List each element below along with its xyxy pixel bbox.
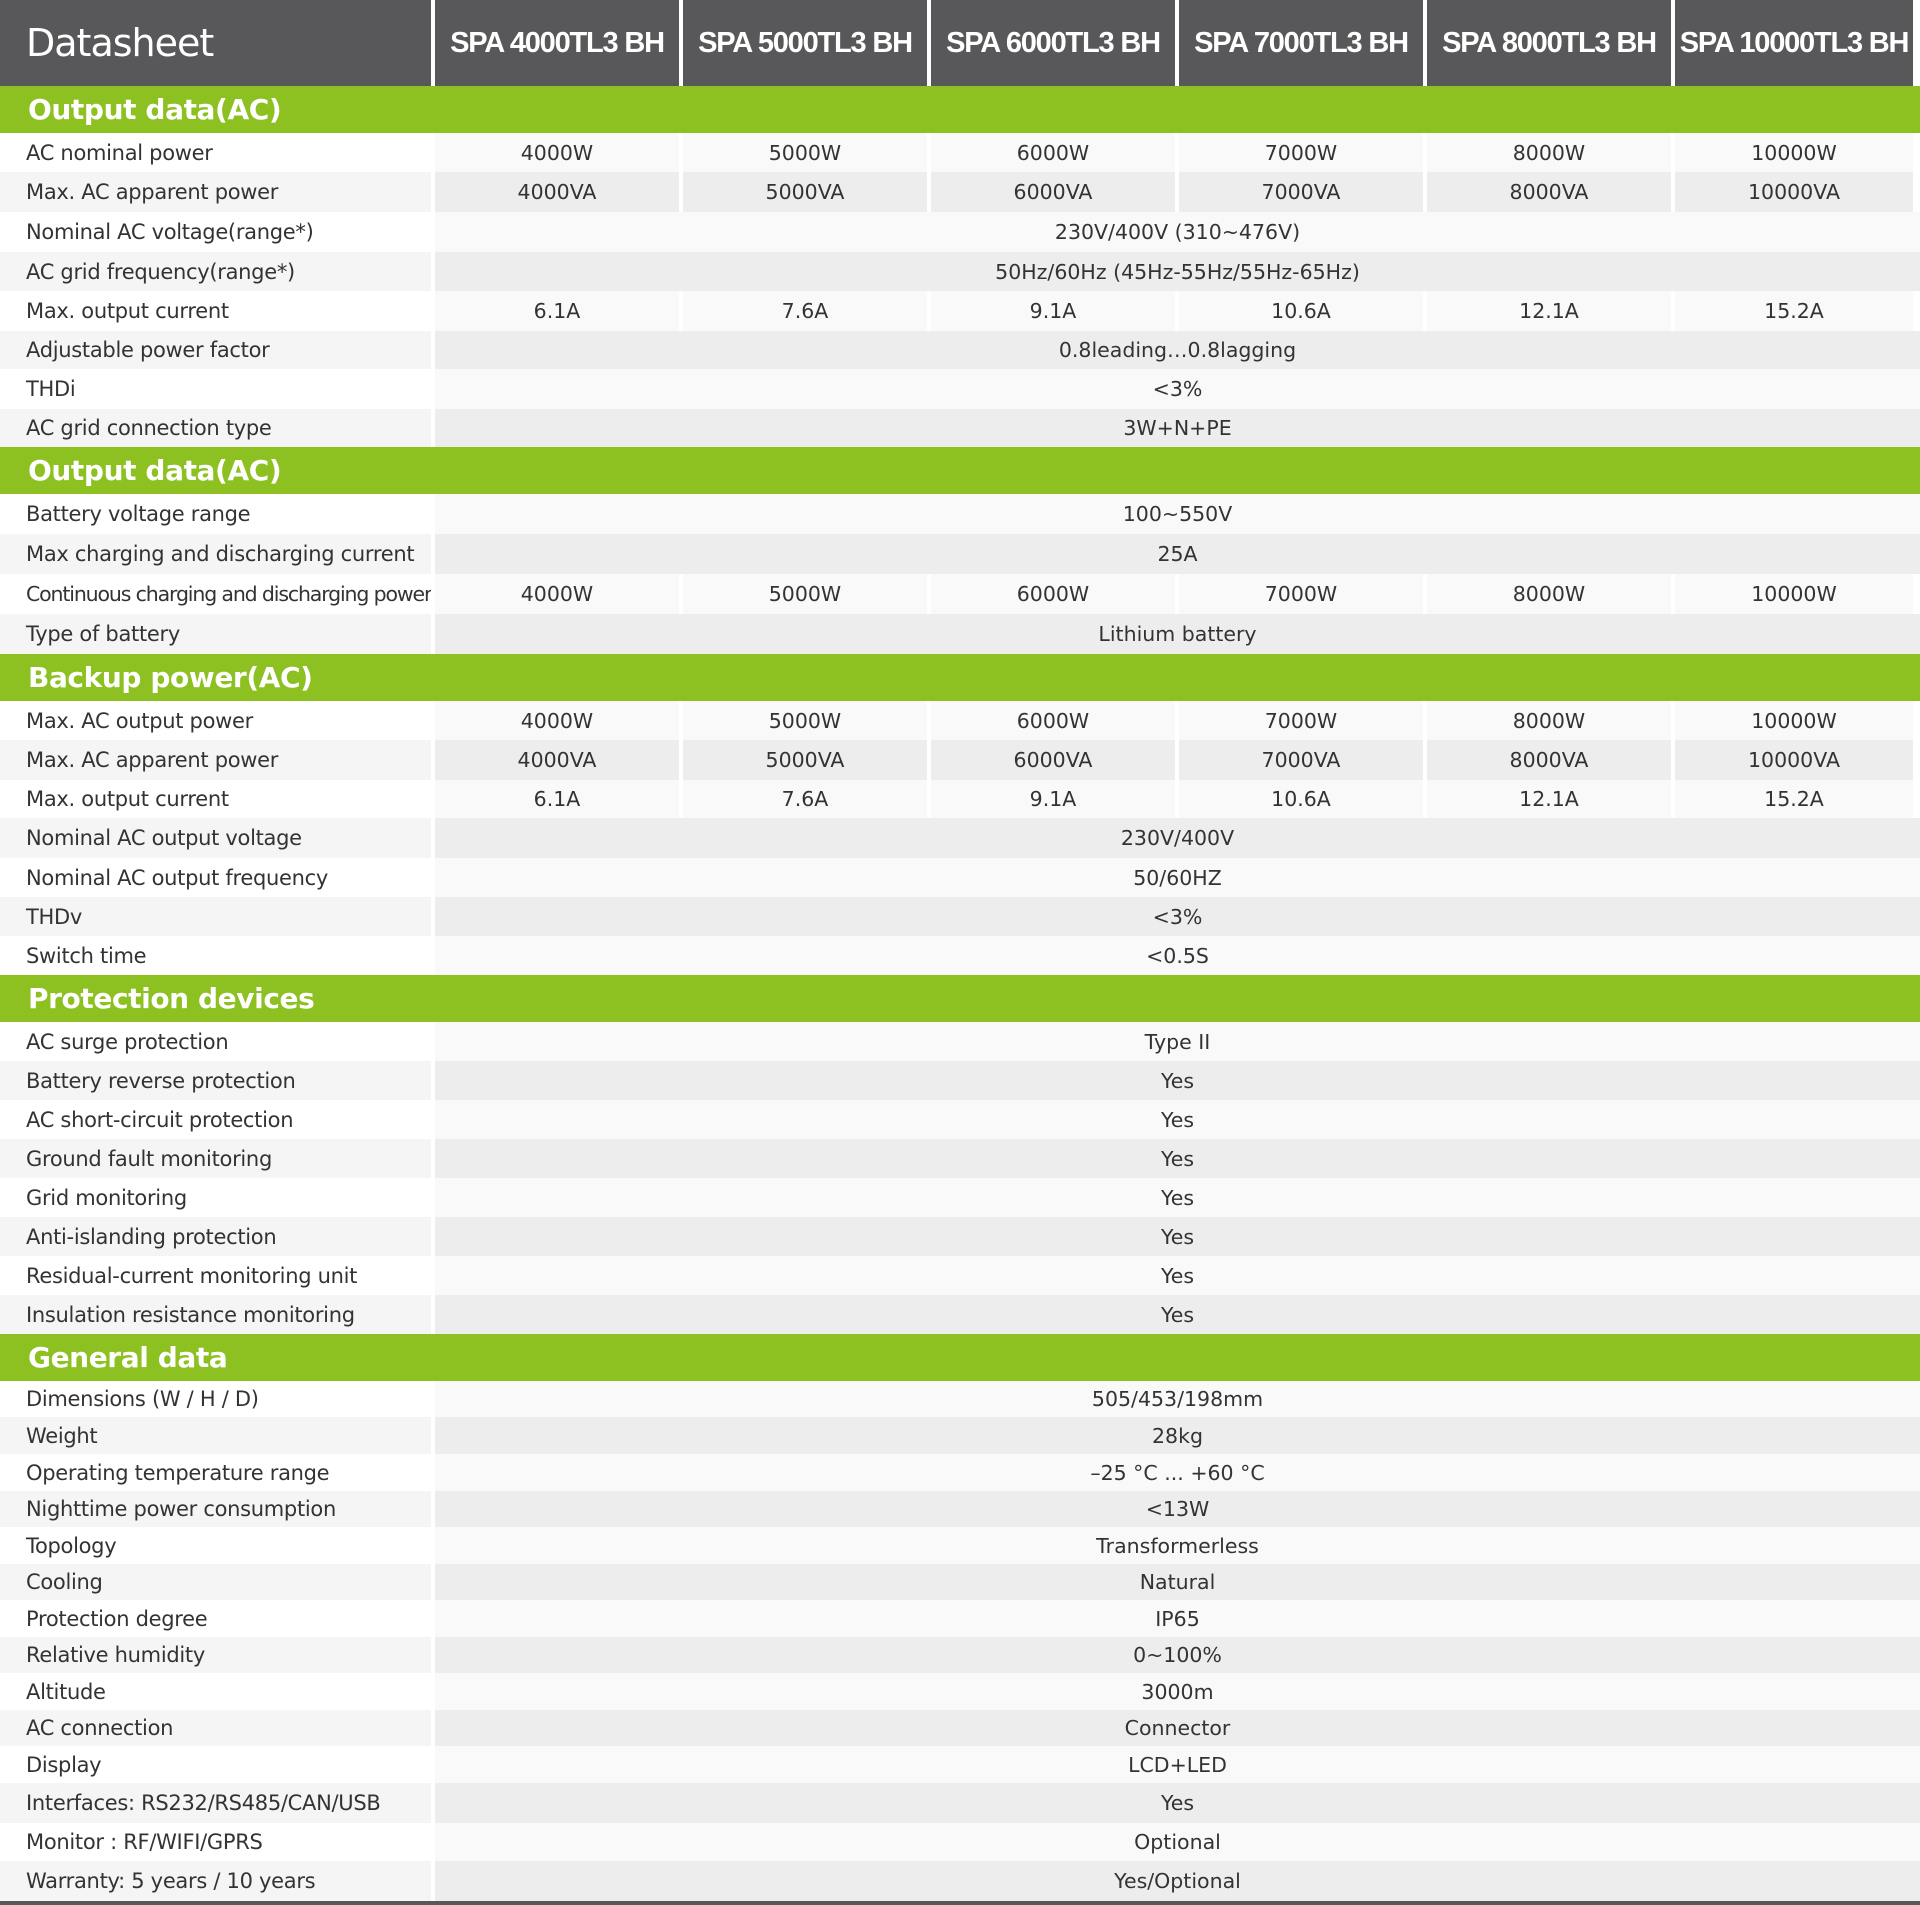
table-row [0,291,1920,331]
cell-value: 7000VA [1179,740,1423,780]
row-label: Cooling [0,1564,431,1600]
table-row [0,1564,1920,1600]
row-label: Insulation resistance monitoring [0,1295,431,1334]
cell-value: 8000W [1427,701,1671,740]
cell-value: 5000VA [683,740,927,780]
cell-value: 5000W [683,133,927,172]
cell-value: 9.1A [931,291,1175,331]
table-row [0,1454,1920,1491]
row-label: Nominal AC voltage(range*) [0,212,431,252]
cell-value: 7.6A [683,291,927,331]
row-label: Type of battery [0,614,431,654]
table-row [0,369,1920,409]
table-row [0,1637,1920,1673]
row-label: Warranty: 5 years / 10 years [0,1861,431,1901]
cell-value: 5000W [683,574,927,614]
table-row [0,1710,1920,1746]
cell-value-span: LCD+LED [435,1746,1920,1783]
cell-value-span: 3000m [435,1673,1920,1710]
table-row [0,1256,1920,1295]
cell-value-span: 0~100% [435,1637,1920,1673]
row-label: Weight [0,1417,431,1454]
cell-value-span: Type II [435,1022,1920,1061]
cell-value: 8000W [1427,133,1671,172]
row-label: Monitor : RF/WIFI/GPRS [0,1823,431,1861]
row-label: AC surge protection [0,1022,431,1061]
cell-value: 6.1A [435,780,679,818]
cell-value: 4000W [435,701,679,740]
table-row [0,1178,1920,1217]
cell-value-span: <0.5S [435,936,1920,975]
table-row [0,1527,1920,1564]
row-label: Anti-islanding protection [0,1217,431,1256]
table-row [0,494,1920,534]
cell-value-span: IP65 [435,1600,1920,1637]
section-title-battery: Output data(AC) [0,447,1920,494]
cell-value-span: 230V/400V (310~476V) [435,212,1920,252]
row-label: THDv [0,897,431,936]
model-header: SPA 6000TL3 BH [931,0,1175,86]
row-label: Nighttime power consumption [0,1491,431,1527]
cell-value-span: 505/453/198mm [435,1381,1920,1417]
row-label: AC grid frequency(range*) [0,252,431,291]
cell-value-span: –25 °C ... +60 °C [435,1454,1920,1491]
cell-value: 6000VA [931,172,1175,212]
cell-value-span: 50Hz/60Hz (45Hz-55Hz/55Hz-65Hz) [435,252,1920,291]
table-row [0,331,1920,369]
cell-value: 6.1A [435,291,679,331]
cell-value: 7000W [1179,701,1423,740]
cell-value-span: Transformerless [435,1527,1920,1564]
cell-value-span: 25A [435,534,1920,574]
row-label: Nominal AC output frequency [0,858,431,897]
cell-value: 10.6A [1179,780,1423,818]
table-row [0,409,1920,447]
cell-value-span: Yes [435,1295,1920,1334]
table-row [0,1600,1920,1637]
cell-value: 10000W [1675,701,1913,740]
cell-value-span: 230V/400V [435,818,1920,858]
cell-value-span: <13W [435,1491,1920,1527]
section-title-output: Output data(AC) [0,86,1920,133]
row-label: Interfaces: RS232/RS485/CAN/USB [0,1783,431,1823]
row-label: Max. AC apparent power [0,740,431,780]
row-label: Display [0,1746,431,1783]
cell-value-span: Yes [435,1217,1920,1256]
model-header: SPA 7000TL3 BH [1179,0,1423,86]
cell-value-span: Yes [435,1061,1920,1100]
cell-value-span: Optional [435,1823,1920,1861]
table-row [0,252,1920,291]
cell-value: 8000VA [1427,172,1671,212]
cell-value: 4000VA [435,172,679,212]
table-row [0,1491,1920,1527]
cell-value: 12.1A [1427,780,1671,818]
table-row [0,1295,1920,1334]
table-row [0,936,1920,975]
row-label: Ground fault monitoring [0,1139,431,1178]
datasheet-title: Datasheet [0,0,431,86]
cell-value: 7000W [1179,133,1423,172]
model-header: SPA 5000TL3 BH [683,0,927,86]
table-row [0,133,1920,172]
table-row [0,614,1920,654]
table-row [0,780,1920,818]
table-row [0,1823,1920,1861]
row-label: Max. output current [0,780,431,818]
cell-value-span: Natural [435,1564,1920,1600]
table-row [0,740,1920,780]
cell-value: 5000VA [683,172,927,212]
cell-value: 10000VA [1675,740,1913,780]
cell-value: 10.6A [1179,291,1423,331]
table-row [0,1217,1920,1256]
row-label: Altitude [0,1673,431,1710]
table-row [0,1746,1920,1783]
cell-value-span: Yes [435,1139,1920,1178]
cell-value: 8000VA [1427,740,1671,780]
cell-value-span: Yes [435,1100,1920,1139]
cell-value: 8000W [1427,574,1671,614]
bottom-divider [0,1901,1920,1905]
header-row [0,0,1920,86]
row-label: Adjustable power factor [0,331,431,369]
table-row [0,701,1920,740]
table-row [0,1417,1920,1454]
row-label: THDi [0,369,431,409]
cell-value-span: Yes [435,1256,1920,1295]
cell-value-span: Yes/Optional [435,1861,1920,1901]
model-header: SPA 10000TL3 BH [1675,0,1913,86]
row-label: Max charging and discharging current [0,534,431,574]
table-row [0,1100,1920,1139]
table-row [0,1783,1920,1823]
cell-value: 6000VA [931,740,1175,780]
row-label: Residual-current monitoring unit [0,1256,431,1295]
row-label: AC nominal power [0,133,431,172]
cell-value-span: 3W+N+PE [435,409,1920,447]
model-header: SPA 4000TL3 BH [435,0,679,86]
cell-value: 6000W [931,701,1175,740]
cell-value: 7.6A [683,780,927,818]
cell-value-span: <3% [435,369,1920,409]
row-label: Battery reverse protection [0,1061,431,1100]
cell-value: 15.2A [1675,780,1913,818]
table-row [0,172,1920,212]
cell-value: 12.1A [1427,291,1671,331]
table-row [0,212,1920,252]
table-row [0,1673,1920,1710]
row-label: Grid monitoring [0,1178,431,1217]
cell-value-span: Lithium battery [435,614,1920,654]
table-row [0,858,1920,897]
cell-value-span: Yes [435,1178,1920,1217]
table-row [0,1061,1920,1100]
cell-value: 10000W [1675,133,1913,172]
table-row [0,1139,1920,1178]
table-row [0,1381,1920,1417]
row-label: Switch time [0,936,431,975]
cell-value: 9.1A [931,780,1175,818]
row-label: AC short-circuit protection [0,1100,431,1139]
model-header: SPA 8000TL3 BH [1427,0,1671,86]
cell-value: 6000W [931,133,1175,172]
section-title-backup: Backup power(AC) [0,654,1920,701]
cell-value: 7000VA [1179,172,1423,212]
cell-value: 4000VA [435,740,679,780]
cell-value-span: 50/60HZ [435,858,1920,897]
row-label: Dimensions (W / H / D) [0,1381,431,1417]
table-row [0,1022,1920,1061]
row-label: Topology [0,1527,431,1564]
row-label: Continuous charging and discharging power [0,574,431,614]
cell-value-span: 28kg [435,1417,1920,1454]
section-title-general: General data [0,1334,1920,1381]
cell-value-span: <3% [435,897,1920,936]
row-label: Relative humidity [0,1637,431,1673]
row-label: Battery voltage range [0,494,431,534]
cell-value: 15.2A [1675,291,1913,331]
row-label: Protection degree [0,1600,431,1637]
row-label: Nominal AC output voltage [0,818,431,858]
cell-value: 5000W [683,701,927,740]
cell-value-span: 0.8leading…0.8lagging [435,331,1920,369]
section-title-protection: Protection devices [0,975,1920,1022]
cell-value: 4000W [435,574,679,614]
row-label: Max. AC output power [0,701,431,740]
cell-value-span: 100~550V [435,494,1920,534]
table-row [0,818,1920,858]
cell-value-span: Connector [435,1710,1920,1746]
cell-value: 10000W [1675,574,1913,614]
cell-value: 7000W [1179,574,1423,614]
table-row [0,897,1920,936]
row-label: Operating temperature range [0,1454,431,1491]
cell-value: 6000W [931,574,1175,614]
row-label: AC connection [0,1710,431,1746]
cell-value: 4000W [435,133,679,172]
table-row [0,1861,1920,1901]
cell-value: 10000VA [1675,172,1913,212]
row-label: AC grid connection type [0,409,431,447]
row-label: Max. output current [0,291,431,331]
cell-value-span: Yes [435,1783,1920,1823]
table-row [0,574,1920,614]
table-row [0,534,1920,574]
row-label: Max. AC apparent power [0,172,431,212]
